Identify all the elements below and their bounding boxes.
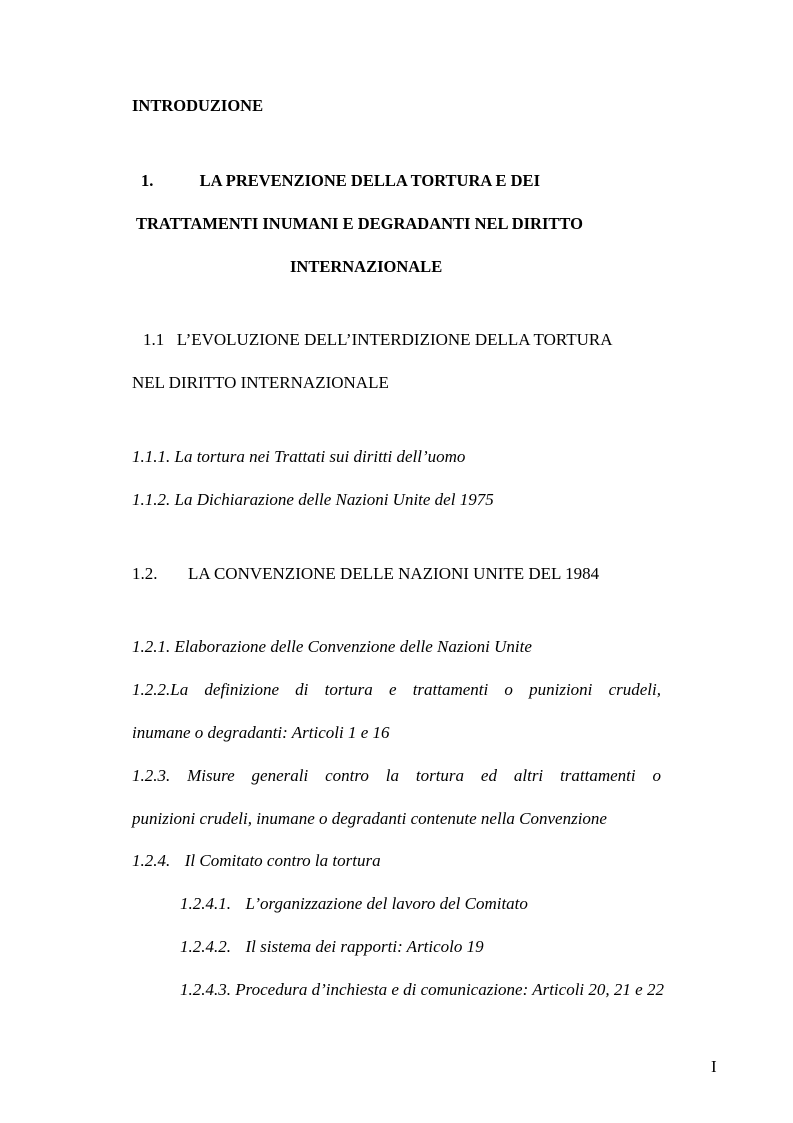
chapter-title-line2: TRATTAMENTI INUMANI E DEGRADANTI NEL DIRITTO bbox=[136, 214, 583, 233]
chapter-title-line1 bbox=[141, 171, 540, 191]
section-1-2-title bbox=[132, 564, 599, 584]
page-number: I bbox=[711, 1057, 717, 1076]
toc-entry-1-2-4 bbox=[132, 851, 381, 871]
toc-entry-1-2-4-2 bbox=[180, 937, 484, 957]
toc-entry-1-2-4-3: 1.2.4.3. Procedura d’inchiesta e di comunicazione: Articoli 20, 21 e 22 bbox=[180, 980, 664, 999]
section-1-1-number: 1.1 bbox=[143, 330, 165, 349]
toc-entry-1-2-4-1-title: L’organizzazione del lavoro del Comitato bbox=[245, 894, 528, 913]
toc-entry-1-2-3-line1: 1.2.3. Misure generali contro la tortura ed altri trattamenti o bbox=[132, 766, 661, 785]
chapter-title-text-1: LA PREVENZIONE DELLA TORTURA E DEI bbox=[199, 171, 540, 190]
toc-entry-1-2-4-1 bbox=[180, 894, 528, 914]
section-1-1-title-line2: NEL DIRITTO INTERNAZIONALE bbox=[132, 373, 389, 392]
toc-entry-1-2-4-title: Il Comitato contro la tortura bbox=[184, 851, 381, 870]
chapter-number: 1. bbox=[141, 171, 154, 190]
toc-entry-1-2-4-2-number: 1.2.4.2. bbox=[180, 937, 231, 956]
toc-entry-1-1-1: 1.1.1. La tortura nei Trattati sui diritti dell’uomo bbox=[132, 447, 466, 466]
toc-entry-1-2-1: 1.2.1. Elaborazione delle Convenzione delle Nazioni Unite bbox=[132, 637, 532, 656]
page-heading: INTRODUZIONE bbox=[132, 96, 264, 115]
section-1-1-title-text: L’EVOLUZIONE DELL’INTERDIZIONE DELLA TORTURA bbox=[176, 330, 613, 349]
toc-entry-1-2-4-1-number: 1.2.4.1. bbox=[180, 894, 231, 913]
section-1-2-number: 1.2. bbox=[132, 564, 158, 583]
toc-entry-1-1-2: 1.1.2. La Dichiarazione delle Nazioni Unite del 1975 bbox=[132, 490, 494, 509]
chapter-title-line3: INTERNAZIONALE bbox=[290, 257, 443, 276]
toc-entry-1-2-3-line2: punizioni crudeli, inumane o degradanti contenute nella Convenzione bbox=[132, 809, 607, 828]
section-1-2-title-text: LA CONVENZIONE DELLE NAZIONI UNITE DEL 1984 bbox=[188, 564, 600, 583]
toc-entry-1-2-2-line1: 1.2.2.La definizione di tortura e trattamenti o punizioni crudeli, bbox=[132, 680, 661, 699]
toc-entry-1-2-2-line2: inumane o degradanti: Articoli 1 e 16 bbox=[132, 723, 390, 742]
section-1-1-title-line1 bbox=[143, 330, 612, 350]
toc-entry-1-2-4-2-title: Il sistema dei rapporti: Articolo 19 bbox=[245, 937, 484, 956]
toc-entry-1-2-4-number: 1.2.4. bbox=[132, 851, 171, 870]
